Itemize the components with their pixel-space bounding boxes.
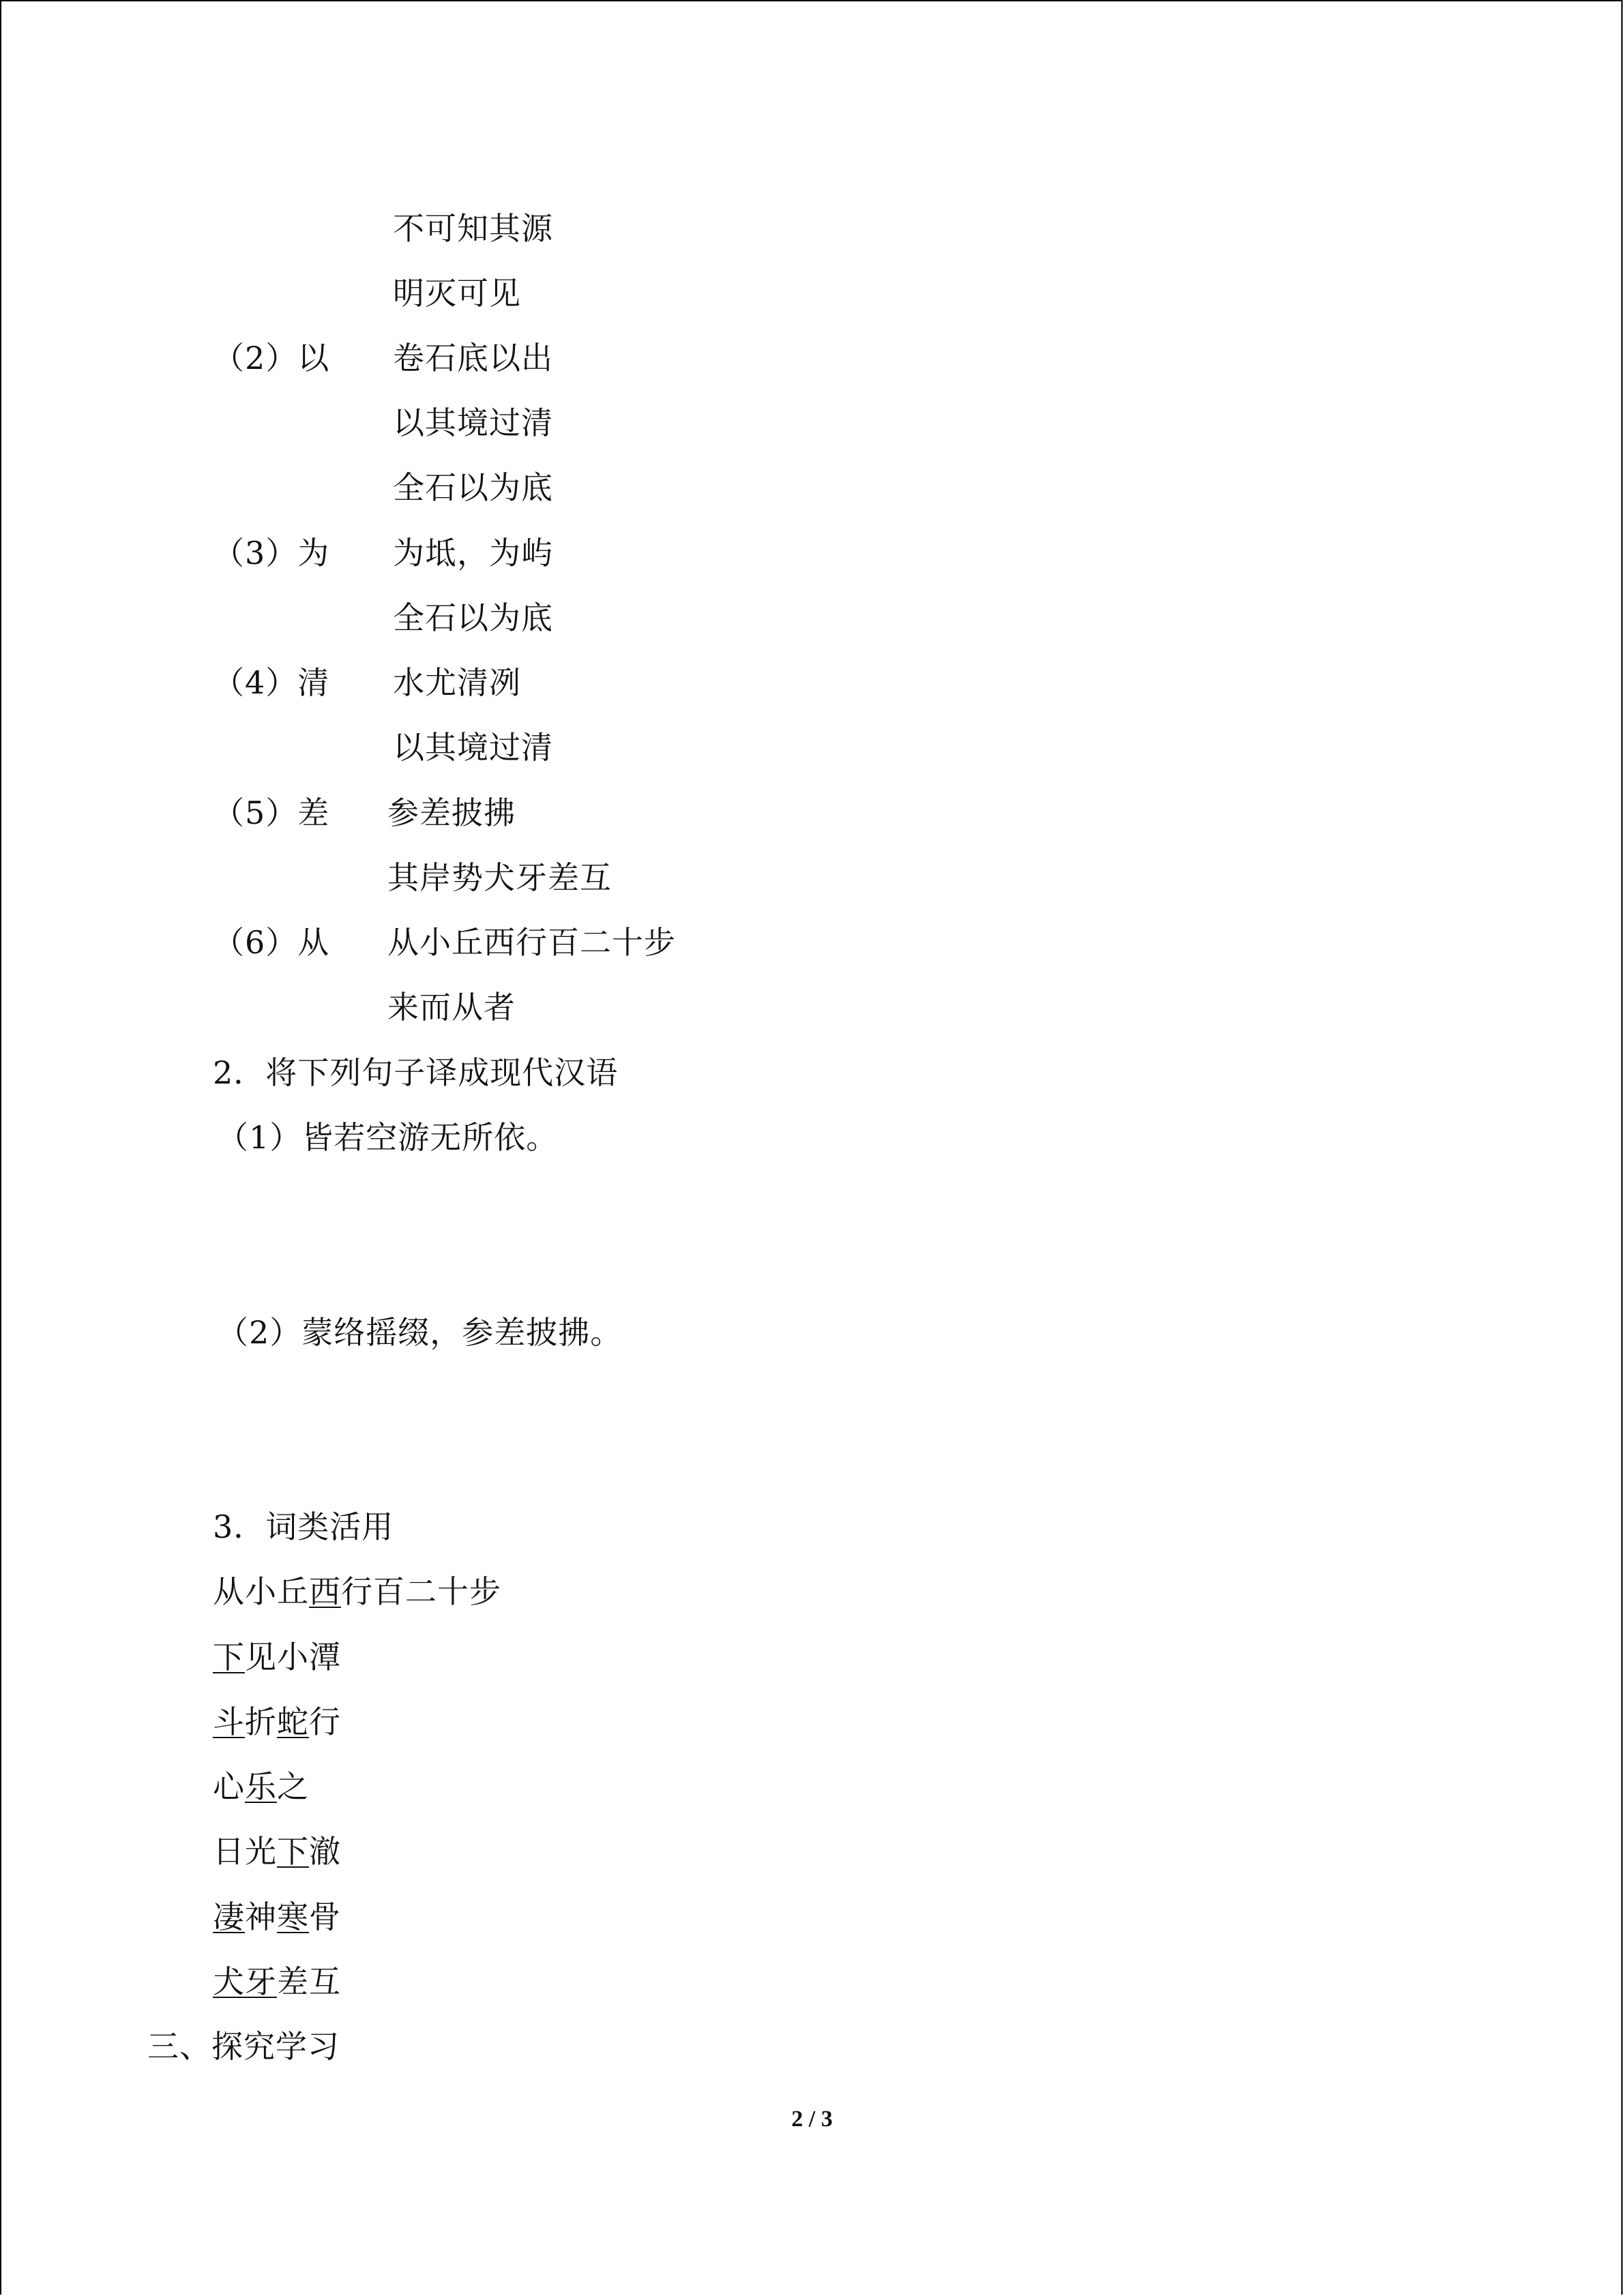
example-line	[213, 1637, 341, 1678]
example-text: 水尤清冽	[393, 664, 521, 701]
example-line	[213, 1831, 341, 1872]
example-text: 全石以为底	[393, 599, 553, 636]
part-heading: 三、探究学习	[147, 2028, 340, 2065]
underlined-word: 蛇	[277, 1703, 309, 1740]
example-text: 以其境过清	[393, 404, 553, 441]
plain-text: 澈	[309, 1833, 341, 1870]
underlined-word: 乐	[245, 1768, 277, 1805]
example-line	[213, 1766, 309, 1807]
underlined-word: 犬牙	[213, 1963, 277, 2000]
entry-label: （4）清	[213, 664, 330, 701]
section-heading: 3．词类活用	[213, 1508, 394, 1545]
underlined-word: 斗	[213, 1703, 245, 1740]
question-item: （1）皆若空游无所依。	[217, 1119, 559, 1156]
plain-text: 行百二十步	[341, 1573, 501, 1610]
example-line	[213, 1961, 341, 2002]
plain-text: 神	[245, 1898, 277, 1935]
plain-text: 心	[213, 1768, 245, 1805]
example-text: 不可知其源	[393, 210, 553, 247]
plain-text: 折	[245, 1703, 277, 1740]
page-number: 2 / 3	[791, 2106, 833, 2132]
example-text: 全石以为底	[393, 469, 553, 506]
underlined-word: 寒	[277, 1898, 309, 1935]
example-text: 明灭可见	[393, 275, 521, 312]
example-line	[213, 1896, 341, 1937]
example-text: 其岸势犬牙差互	[387, 859, 612, 896]
example-text: 来而从者	[387, 989, 516, 1026]
example-line	[213, 1571, 501, 1612]
plain-text: 之	[277, 1768, 309, 1805]
underlined-word: 下	[277, 1833, 309, 1870]
plain-text: 行	[309, 1703, 341, 1740]
entry-label: （3）为	[213, 535, 330, 571]
underlined-word: 下	[213, 1639, 245, 1675]
example-line	[213, 1701, 341, 1742]
example-text: 卷石底以出	[393, 340, 553, 376]
entry-label: （5）差	[213, 794, 330, 831]
section-heading: 2．将下列句子译成现代汉语	[213, 1054, 619, 1091]
example-text: 参差披拂	[387, 794, 516, 831]
example-text: 为坻，为屿	[393, 535, 553, 571]
entry-label: （2）以	[213, 340, 330, 376]
example-text: 从小丘西行百二十步	[387, 924, 676, 961]
underlined-word: 凄	[213, 1898, 245, 1935]
entry-label: （6）从	[213, 924, 330, 961]
plain-text: 见小潭	[245, 1639, 341, 1675]
plain-text: 日光	[213, 1833, 277, 1870]
question-item: （2）蒙络摇缀，参差披拂。	[217, 1314, 623, 1351]
plain-text: 从小丘	[213, 1573, 309, 1610]
underlined-word: 西	[309, 1573, 341, 1610]
plain-text: 差互	[277, 1963, 341, 2000]
example-text: 以其境过清	[393, 729, 553, 766]
plain-text: 骨	[309, 1898, 341, 1935]
